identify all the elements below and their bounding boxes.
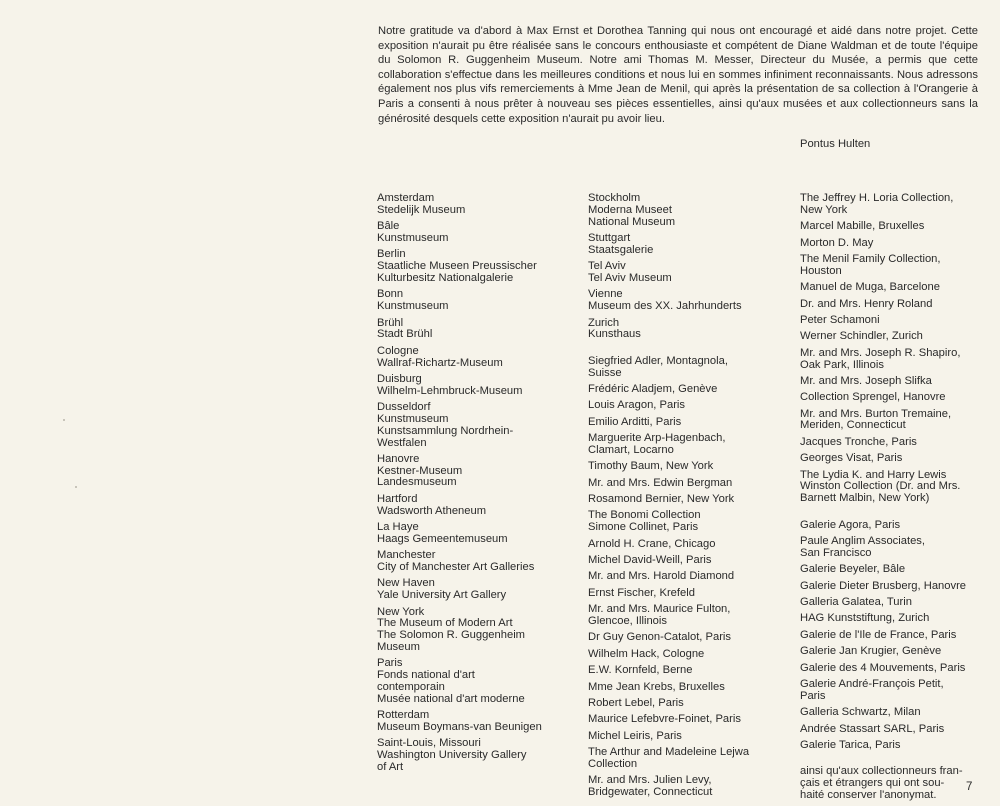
collector-entry	[588, 539, 788, 551]
collector-entry	[588, 747, 788, 771]
entry-line: Museum	[377, 641, 420, 654]
museum-entry	[377, 318, 577, 342]
entry-line: Mr. and Mrs. Harold Diamond	[588, 570, 735, 583]
collector-entry	[588, 731, 788, 743]
collector-entry	[588, 433, 788, 457]
entry-line: Manuel de Muga, Barcelone	[800, 281, 940, 294]
entry-line: Westfalen	[377, 436, 427, 449]
entry-line: Georges Visat, Paris	[800, 452, 903, 465]
collector-entry	[800, 376, 980, 388]
entry-line: Stockholm	[588, 192, 641, 204]
entry-line: Mr. and Mrs. Maurice Fulton,	[588, 603, 731, 616]
museum-entry	[377, 289, 577, 313]
entry-line: Kestner-Museum	[377, 464, 463, 477]
entry-line: Galleria Galatea, Turin	[800, 596, 912, 608]
entry-line: Paule Anglim Associates,	[800, 535, 925, 548]
museum-list	[588, 193, 788, 341]
entry-line: Haags Gemeentemuseum	[377, 532, 508, 545]
entry-line: Mr. and Mrs. Burton Tremaine,	[800, 407, 952, 420]
museum-entry	[377, 578, 577, 602]
entry-line: New York	[800, 203, 848, 216]
museum-entry	[377, 550, 577, 574]
gallery-entry	[800, 740, 980, 752]
collector-entry	[800, 409, 980, 433]
entry-line: E.W. Kornfeld, Berne	[588, 664, 693, 677]
entry-line: Cologne	[377, 344, 419, 357]
entry-line: Yale University Art Gallery	[377, 589, 507, 602]
entry-line: Rosamond Bernier, New York	[588, 493, 735, 506]
collector-entry	[800, 392, 980, 404]
museum-list	[377, 193, 577, 774]
entry-line: Kunsthaus	[588, 328, 641, 341]
entry-line: Michel David-Weill, Paris	[588, 554, 712, 567]
page-number: 7	[966, 781, 973, 793]
collector-entry	[800, 470, 980, 505]
entry-line: National Museum	[588, 215, 676, 228]
entry-line: Musée national d'art moderne	[377, 692, 525, 705]
entry-line: Bonn	[377, 288, 404, 301]
collector-entry	[588, 682, 788, 694]
gallery-entry	[800, 581, 980, 593]
museum-entry	[377, 402, 577, 449]
entry-line: Stadt Brühl	[377, 328, 433, 341]
entry-line: Dr Guy Genon-Catalot, Paris	[588, 631, 732, 644]
entry-line: Kunstmuseum	[377, 231, 449, 244]
museum-entry	[377, 221, 577, 245]
collector-entry	[588, 510, 788, 534]
closing-line: haité conserver l'anonymat.	[800, 788, 937, 801]
entry-line: Louis Aragon, Paris	[588, 399, 686, 412]
museum-entry	[377, 710, 577, 734]
collector-entry	[588, 571, 788, 583]
entry-line: Landesmuseum	[377, 476, 457, 489]
entry-line: Houston	[800, 264, 842, 277]
entry-line: Oak Park, Illinois	[800, 358, 884, 371]
collector-entry	[588, 604, 788, 628]
collector-entry	[800, 453, 980, 465]
collector-entry	[588, 478, 788, 490]
museum-entry	[377, 607, 577, 654]
lenders-column-1	[377, 193, 577, 778]
paper-speck	[75, 486, 77, 488]
entry-line: City of Manchester Art Galleries	[377, 561, 535, 574]
gallery-list	[800, 520, 980, 752]
entry-line: of Art	[377, 760, 404, 773]
entry-line: Galerie André-François Petit,	[800, 677, 944, 690]
entry-line: Wilhelm-Lehmbruck-Museum	[377, 384, 523, 397]
museum-entry	[377, 193, 577, 217]
entry-line: Dusseldorf	[377, 401, 431, 414]
gallery-entry	[800, 679, 980, 703]
collector-list	[800, 193, 980, 505]
collector-entry	[588, 632, 788, 644]
museum-entry	[588, 261, 788, 285]
entry-line: Emilio Arditti, Paris	[588, 415, 682, 428]
museum-entry	[377, 374, 577, 398]
entry-line: Hartford	[377, 492, 418, 505]
entry-line: Timothy Baum, New York	[588, 460, 714, 473]
entry-line: Staatliche Museen Preussischer	[377, 260, 537, 273]
entry-line: Galleria Schwartz, Milan	[800, 706, 921, 719]
entry-line: HAG Kunststiftung, Zurich	[800, 612, 930, 625]
entry-line: Brühl	[377, 316, 404, 329]
entry-line: Simone Collinet, Paris	[588, 521, 699, 534]
gallery-entry	[800, 564, 980, 576]
entry-line: Galerie Agora, Paris	[800, 518, 901, 531]
entry-line: Washington University Gallery	[377, 749, 527, 762]
entry-line: Saint-Louis, Missouri	[377, 737, 481, 750]
acknowledgement-paragraph: Notre gratitude va d'abord à Max Ernst et Dorothea Tanning qui nous ont encouragé et aidé dans notre projet. Cette exposition n'aurait pu être réalisée sans le concours enthousiaste et compétent de Diane Waldman et de toute l'équipe du Solomon R. Guggenheim Museum. Notre ami Thomas M. Messer, Directeur du Musée, a permis que cette collaboration s'effectue dans les meilleures conditions et nous lui en sommes infiniment reconnaissants. Nous adressons également nos plus vifs remerciements à Mme Jean de Menil, qui après la présentation de sa collection à l'Orangerie à Paris a consenti à nous prêter à nouveau ses pièces essentielles, ainsi qu'aux musées et aux collectionneurs sans la générosité desquels cette exposition n'aurait pu avoir lieu.	[378, 25, 978, 125]
gallery-entry	[800, 536, 980, 560]
entry-line: Amsterdam	[377, 192, 435, 204]
collector-entry	[588, 461, 788, 473]
entry-line: New York	[377, 605, 425, 618]
collector-entry	[588, 698, 788, 710]
entry-line: Mr. and Mrs. Joseph Slifka	[800, 374, 932, 387]
museum-entry	[377, 522, 577, 546]
lenders-column-2	[588, 193, 788, 804]
entry-line: Galerie Beyeler, Bâle	[800, 563, 906, 576]
entry-line: Bridgewater, Connecticut	[588, 786, 713, 799]
entry-line: Wallraf-Richartz-Museum	[377, 356, 503, 369]
entry-line: Michel Leiris, Paris	[588, 729, 682, 742]
collector-entry	[800, 282, 980, 294]
entry-line: Museum des XX. Jahrhunderts	[588, 300, 742, 313]
entry-line: San Francisco	[800, 546, 872, 559]
entry-line: Galerie Jan Krugier, Genève	[800, 645, 942, 658]
collector-entry	[800, 348, 980, 372]
entry-line: Peter Schamoni	[800, 313, 880, 326]
entry-line: Rotterdam	[377, 709, 430, 722]
collector-entry	[800, 437, 980, 449]
entry-line: Werner Schindler, Zurich	[800, 330, 923, 343]
entry-line: Moderna Museet	[588, 203, 672, 216]
entry-line: The Menil Family Collection,	[800, 252, 941, 265]
entry-line: New Haven	[377, 577, 435, 590]
entry-line: Staatsgalerie	[588, 243, 654, 256]
signature: Pontus Hulten	[800, 138, 871, 150]
entry-line: Berlin	[377, 248, 406, 261]
entry-line: Kulturbesitz Nationalgalerie	[377, 271, 514, 284]
entry-line: Barnett Malbin, New York)	[800, 492, 930, 505]
entry-line: Bâle	[377, 220, 400, 233]
entry-line: The Arthur and Madeleine Lejwa	[588, 746, 750, 759]
entry-line: La Haye	[377, 521, 419, 534]
entry-line: Wadsworth Atheneum	[377, 504, 487, 517]
entry-line: The Jeffrey H. Loria Collection,	[800, 192, 954, 204]
entry-line: Paris	[800, 689, 826, 702]
collector-list	[588, 356, 788, 799]
entry-line: Hanovre	[377, 452, 420, 465]
entry-line: Mr. and Mrs. Julien Levy,	[588, 774, 712, 787]
entry-line: Kunstmuseum	[377, 300, 449, 313]
entry-line: Museum Boymans-van Beunigen	[377, 720, 542, 733]
entry-line: Mme Jean Krebs, Bruxelles	[588, 680, 725, 693]
museum-entry	[377, 658, 577, 705]
entry-line: Galerie de l'Ile de France, Paris	[800, 628, 957, 641]
entry-line: Maurice Lefebvre-Foinet, Paris	[588, 713, 741, 726]
entry-line: Collection	[588, 757, 638, 770]
entry-line: Suisse	[588, 366, 622, 379]
entry-line: Fonds national d'art	[377, 669, 475, 682]
collector-entry	[588, 555, 788, 567]
collector-entry	[588, 417, 788, 429]
entry-line: Duisburg	[377, 372, 422, 385]
collector-entry	[588, 494, 788, 506]
gallery-entry	[800, 663, 980, 675]
collector-entry	[800, 254, 980, 278]
entry-line: Arnold H. Crane, Chicago	[588, 537, 716, 550]
collector-entry	[588, 384, 788, 396]
collector-entry	[800, 193, 980, 217]
closing-line: ainsi qu'aux collectionneurs fran-	[800, 765, 963, 778]
collector-entry	[800, 221, 980, 233]
entry-line: Wilhelm Hack, Cologne	[588, 647, 705, 660]
entry-line: The Lydia K. and Harry Lewis	[800, 468, 947, 481]
entry-line: Winston Collection (Dr. and Mrs.	[800, 480, 961, 493]
closing-note	[800, 766, 980, 801]
entry-line: Mr. and Mrs. Edwin Bergman	[588, 476, 733, 489]
entry-line: Galerie des 4 Mouvements, Paris	[800, 661, 966, 674]
entry-line: The Museum of Modern Art	[377, 617, 513, 630]
entry-line: Stedelijk Museum	[377, 203, 466, 216]
gallery-entry	[800, 520, 980, 532]
entry-line: Siegfried Adler, Montagnola,	[588, 354, 728, 367]
entry-line: The Bonomi Collection	[588, 509, 701, 522]
collector-entry	[588, 775, 788, 799]
museum-entry	[377, 249, 577, 284]
entry-line: Galerie Tarica, Paris	[800, 738, 901, 751]
entry-line: Vienne	[588, 288, 623, 301]
collector-entry	[588, 588, 788, 600]
museum-entry	[588, 233, 788, 257]
collector-entry	[588, 400, 788, 412]
entry-line: Marguerite Arp-Hagenbach,	[588, 432, 726, 445]
entry-line: Robert Lebel, Paris	[588, 696, 684, 709]
gallery-entry	[800, 707, 980, 719]
museum-entry	[377, 346, 577, 370]
paper-speck	[63, 419, 65, 421]
entry-line: Dr. and Mrs. Henry Roland	[800, 297, 933, 310]
collector-entry	[588, 665, 788, 677]
entry-line: contemporain	[377, 681, 445, 693]
entry-line: Kunstsammlung Nordrhein-	[377, 424, 514, 437]
entry-line: Andrée Stassart SARL, Paris	[800, 722, 945, 735]
entry-line: Stuttgart	[588, 231, 631, 244]
entry-line: Marcel Mabille, Bruxelles	[800, 220, 925, 233]
gallery-entry	[800, 724, 980, 736]
entry-line: Ernst Fischer, Krefeld	[588, 586, 695, 599]
gallery-entry	[800, 597, 980, 609]
entry-line: The Solomon R. Guggenheim	[377, 629, 526, 642]
museum-entry	[377, 494, 577, 518]
entry-line: Tel Aviv	[588, 260, 626, 273]
collector-entry	[588, 356, 788, 380]
museum-entry	[588, 318, 788, 342]
entry-line: Kunstmuseum	[377, 412, 449, 425]
entry-line: Manchester	[377, 549, 436, 562]
collector-entry	[800, 331, 980, 343]
collector-entry	[588, 714, 788, 726]
gallery-entry	[800, 646, 980, 658]
entry-line: Meriden, Connecticut	[800, 419, 906, 432]
museum-entry	[588, 289, 788, 313]
entry-line: Glencoe, Illinois	[588, 615, 667, 627]
collector-entry	[800, 299, 980, 311]
gallery-entry	[800, 613, 980, 625]
gallery-entry	[800, 630, 980, 642]
entry-line: Tel Aviv Museum	[588, 271, 672, 284]
entry-line: Clamart, Locarno	[588, 443, 674, 456]
lenders-column-3	[800, 193, 980, 806]
museum-entry	[377, 454, 577, 489]
entry-line: Zurich	[588, 316, 620, 329]
entry-line: Jacques Tronche, Paris	[800, 435, 917, 448]
museum-entry	[377, 738, 577, 773]
collector-entry	[800, 238, 980, 250]
entry-line: Paris	[377, 657, 403, 670]
entry-line: Collection Sprengel, Hanovre	[800, 391, 946, 404]
collector-entry	[588, 649, 788, 661]
entry-line: Morton D. May	[800, 236, 874, 249]
entry-line: Galerie Dieter Brusberg, Hanovre	[800, 579, 967, 592]
entry-line: Frédéric Aladjem, Genève	[588, 382, 718, 395]
entry-line: Mr. and Mrs. Joseph R. Shapiro,	[800, 346, 961, 359]
collector-entry	[800, 315, 980, 327]
closing-line: çais et étrangers qui ont sou-	[800, 777, 945, 790]
museum-entry	[588, 193, 788, 228]
